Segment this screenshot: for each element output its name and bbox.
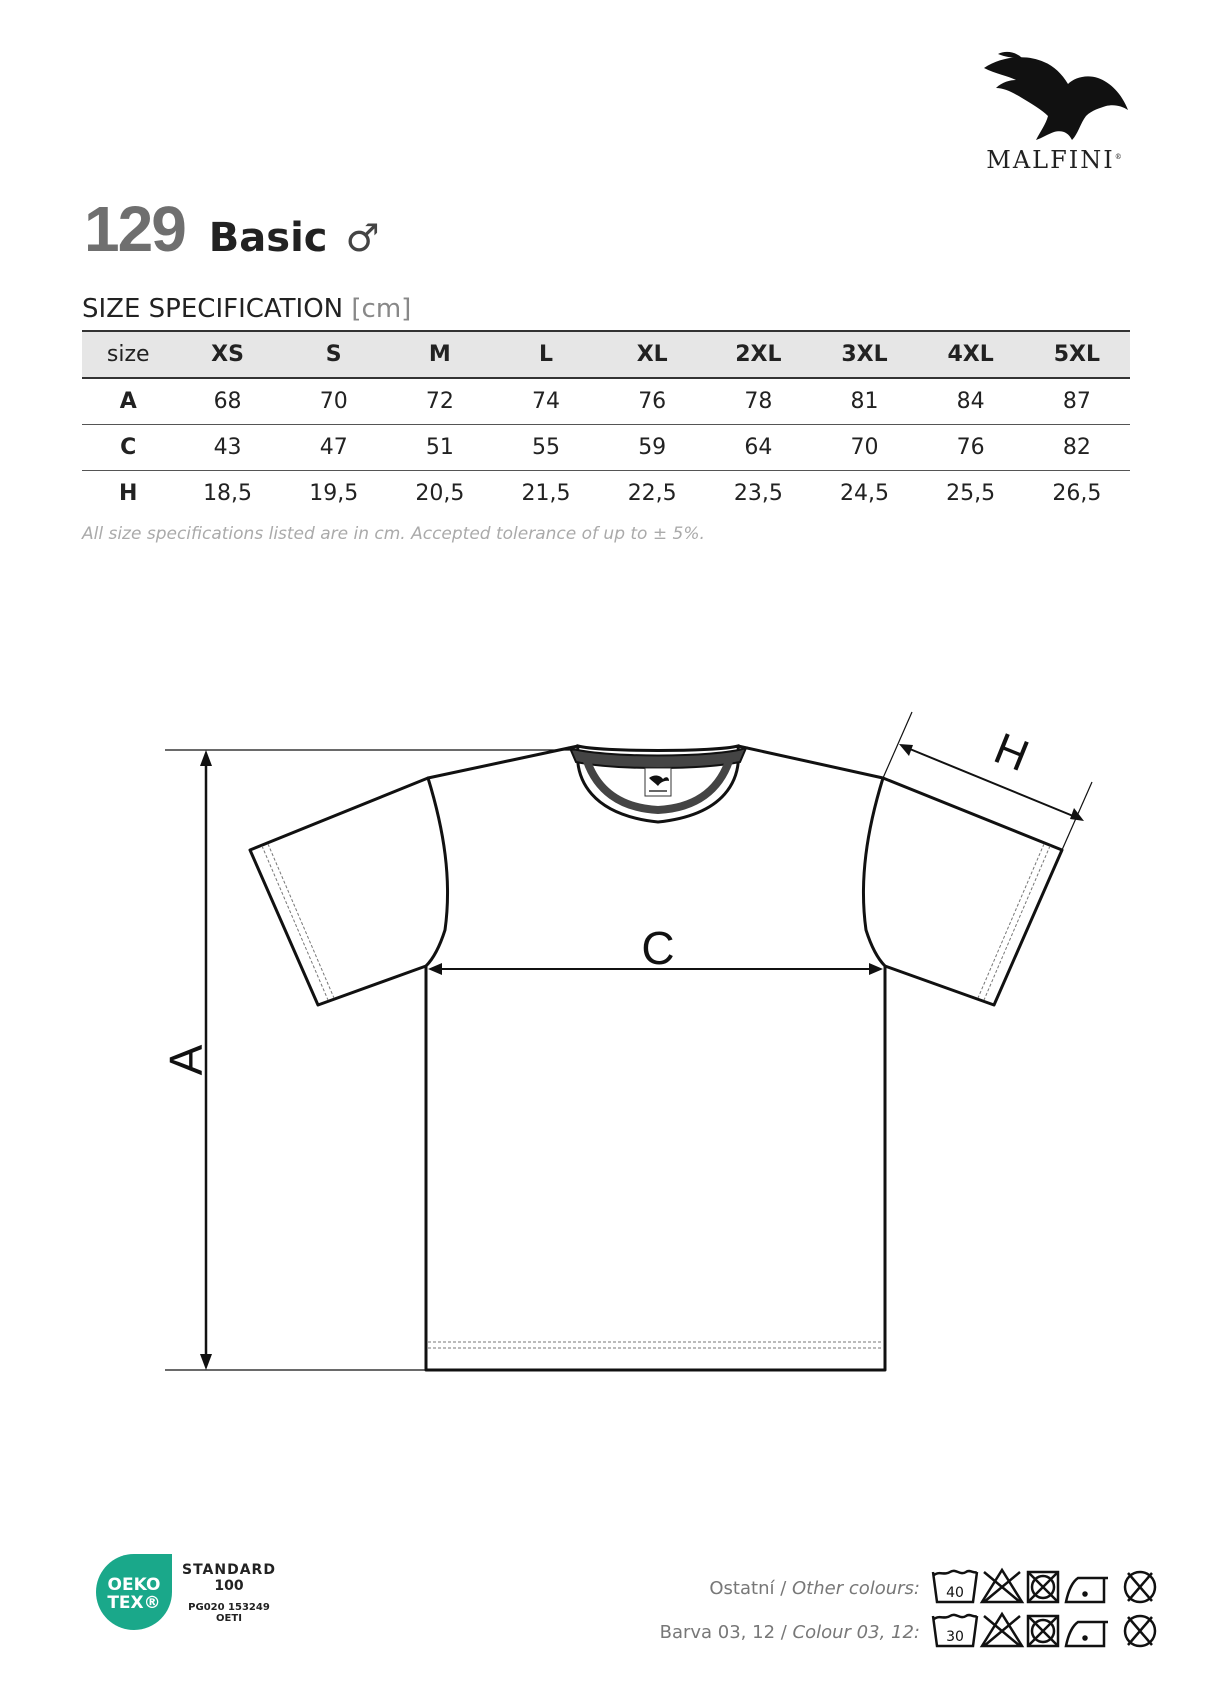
no-dry-clean-icon [1125, 1616, 1155, 1646]
table-cell: 18,5 [203, 481, 253, 506]
svg-text:OEKO: OEKO [107, 1575, 161, 1595]
table-cell: 55 [532, 435, 561, 460]
no-tumble-dry-icon [1028, 1572, 1058, 1602]
oeko-tex-logo [94, 1552, 174, 1632]
table-cell: 72 [425, 389, 454, 414]
header-m: M [428, 342, 451, 367]
care-icons-colour [930, 1610, 1162, 1652]
arrow-a-top [200, 750, 212, 766]
header-l: L [539, 342, 554, 367]
label-c: C [641, 922, 675, 974]
arrow-h-left [899, 744, 913, 756]
table-cell: 43 [213, 435, 242, 460]
no-dry-clean-icon [1125, 1572, 1155, 1602]
table-cell: 78 [744, 389, 773, 414]
svg-text:TEX®: TEX® [107, 1593, 161, 1613]
header-2xl: 2XL [735, 342, 782, 367]
no-tumble-dry-icon [1028, 1616, 1058, 1646]
spec-heading: SIZE SPECIFICATION [cm] [82, 294, 412, 324]
table-cell: 20,5 [415, 481, 465, 506]
iron-icon [1066, 1622, 1108, 1646]
product-name: Basic [208, 215, 328, 261]
wash-temp: 30 [946, 1629, 964, 1645]
header-3xl: 3XL [841, 342, 888, 367]
care-row-colour: Barva 03, 12 / Colour 03, 12: [659, 1622, 920, 1643]
tshirt-outline [426, 746, 885, 1370]
brand-name: MALFINI® [986, 146, 1124, 174]
header-xs: XS [211, 342, 244, 367]
row-label: H [119, 481, 138, 506]
table-cell: 76 [956, 435, 985, 460]
table-cell: 21,5 [521, 481, 571, 506]
wash-temp: 40 [946, 1585, 964, 1601]
table-cell: 82 [1062, 435, 1091, 460]
tolerance-note: All size specifications listed are in cm. Accepted tolerance of up to ± 5%. [82, 524, 705, 544]
care-row-other: Ostatní / Other colours: [709, 1578, 920, 1599]
table-cell: 24,5 [840, 481, 889, 506]
arrow-c-right [869, 963, 883, 975]
table-cell: 59 [638, 435, 667, 460]
table-cell: 51 [425, 435, 454, 460]
table-cell: 25,5 [946, 481, 996, 506]
header-4xl: 4XL [947, 342, 994, 367]
table-cell: 23,5 [733, 481, 783, 506]
arrow-h-right [1070, 808, 1084, 821]
product-number: 129 [84, 193, 185, 265]
table-cell: 26,5 [1052, 481, 1102, 506]
table-cell: 74 [532, 389, 561, 414]
no-bleach-icon [982, 1614, 1022, 1646]
table-cell: 76 [638, 389, 667, 414]
table-cell: 84 [956, 389, 985, 414]
arrow-a-bottom [200, 1354, 212, 1370]
table-cell: 68 [213, 389, 242, 414]
table-cell: 81 [850, 389, 879, 414]
header-5xl: 5XL [1053, 342, 1101, 367]
male-icon: ♂ [345, 216, 380, 260]
neck-label [645, 768, 671, 796]
label-a: A [160, 1044, 212, 1076]
row-label: A [119, 389, 137, 414]
arrow-c-left [428, 963, 442, 975]
table-cell: 70 [850, 435, 879, 460]
right-sleeve [883, 778, 1062, 1005]
row-label: C [120, 435, 137, 460]
left-sleeve [250, 778, 428, 1005]
header-size: size [106, 342, 150, 367]
header-xl: XL [636, 342, 668, 367]
table-cell: 47 [319, 435, 348, 460]
no-bleach-icon [982, 1570, 1022, 1602]
table-cell: 19,5 [309, 481, 359, 506]
care-icons-other [930, 1566, 1162, 1608]
table-cell: 22,5 [627, 481, 677, 506]
table-cell: 64 [744, 435, 773, 460]
table-cell: 87 [1062, 389, 1091, 414]
label-h: H [987, 723, 1036, 782]
header-s: S [325, 342, 342, 367]
table-cell: 70 [319, 389, 348, 414]
iron-icon [1066, 1578, 1108, 1602]
oeko-standard-text: STANDARD 100 PG020 153249 OETI [182, 1562, 276, 1624]
